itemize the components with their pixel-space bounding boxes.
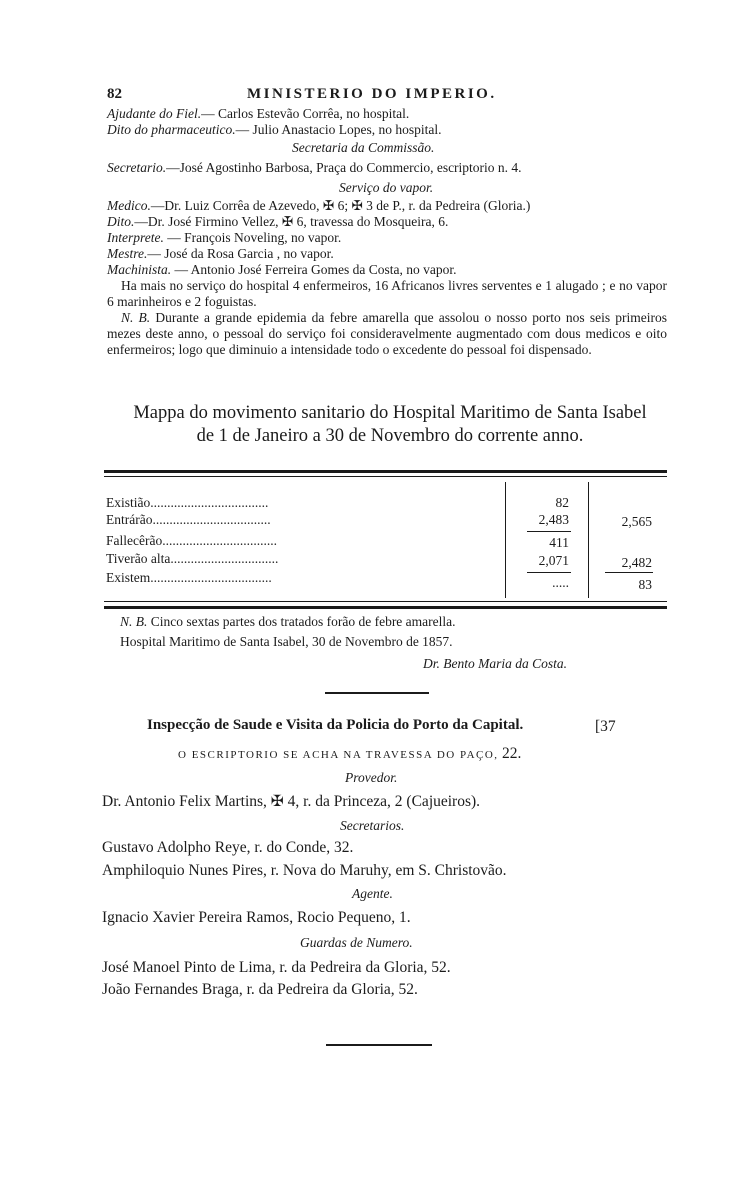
line-secretario-2: Amphiloquio Nunes Pires, r. Nova do Maruhy, em S. Christovão. (102, 862, 507, 879)
office-number: 22. (501, 745, 522, 762)
table-row-label: Tiverão alta................................ (106, 551, 279, 566)
table-row-label: Fallecêrão.................................. (106, 533, 277, 548)
line-machinista (107, 262, 456, 278)
role-label: Secretario. (107, 160, 167, 175)
role-text: —Dr. José Firmino Vellez, ✠ 6, travessa do Mosqueira, 6. (134, 214, 449, 229)
section-divider (326, 1044, 432, 1046)
nb-label: N. B. (120, 614, 148, 629)
table-row-value: ..... (552, 575, 569, 590)
role-label: Machinista. (107, 262, 172, 277)
line-dito-medico (107, 214, 448, 230)
line-agente: Ignacio Xavier Pereira Ramos, Rocio Pequeno, 1. (102, 909, 411, 926)
heading-agente: Agente. (352, 886, 393, 901)
table-col-divider-1 (505, 482, 506, 598)
role-text: — José da Rosa Garcia , no vapor. (147, 246, 334, 261)
table-row-label: Entrárão................................... (106, 512, 271, 527)
role-label: Interprete. (107, 230, 164, 245)
nb-text: Durante a grande epidemia da febre amarella que assolou o nosso porto nos seis primeiros mezes deste anno, o pessoal do serviço foi consideravelmente augmentado com dous medicos e oito enfermeiros; logo que diminuio a intensidade todo o excedente do pessoal foi dispensado. (107, 310, 667, 357)
line-provedor: Dr. Antonio Felix Martins, ✠ 4, r. da Princeza, 2 (Cajueiros). (102, 793, 481, 810)
role-text: — Antonio José Ferreira Gomes da Costa, no vapor. (171, 262, 457, 277)
table-row-value: 411 (549, 535, 569, 550)
section-divider (325, 692, 429, 694)
paragraph-nb (107, 310, 667, 358)
office-text: O ESCRIPTORIO SE ACHA NA TRAVESSA DO PAÇO, (178, 749, 499, 761)
line-guarda-2: João Fernandes Braga, r. da Pedreira da Gloria, 52. (102, 981, 418, 998)
role-text: — Julio Anastacio Lopes, no hospital. (235, 122, 442, 137)
page-title: MINISTERIO DO IMPERIO. (247, 86, 497, 102)
role-label: Dito do pharmaceutico. (107, 122, 236, 137)
table-row-value: 2,071 (538, 553, 569, 568)
table-bottom-rule-thin (104, 601, 667, 602)
page-number: 82 (107, 86, 122, 102)
line-interprete (107, 230, 341, 246)
mappa-title-line2: de 1 de Janeiro a 30 de Novembro do corrente anno. (196, 426, 584, 446)
role-label: Dito. (107, 214, 135, 229)
role-text: — François Noveling, no vapor. (163, 230, 342, 245)
heading-guardas: Guardas de Numero. (300, 935, 413, 950)
table-row-label: Existem.................................... (106, 570, 272, 585)
paragraph-ha-mais: Ha mais no serviço do hospital 4 enfermeiros, 16 Africanos livres serventes e 1 alugado ; e no vapor 6 marinheiros e 2 foguistas. (107, 278, 667, 309)
sum-rule-2 (527, 572, 571, 573)
mappa-nb (120, 614, 456, 630)
inspeccao-bracket: [37 (595, 718, 616, 735)
inspeccao-title: Inspecção de Saude e Visita da Policia do Porto da Capital. (147, 717, 524, 733)
line-ajudante (107, 106, 409, 122)
sum-rule-3 (605, 572, 653, 573)
role-text: — Carlos Estevão Corrêa, no hospital. (201, 106, 410, 121)
role-label: Ajudante do Fiel. (107, 106, 202, 121)
heading-secretarios: Secretarios. (340, 818, 405, 833)
nb-label: N. B. (121, 310, 151, 325)
line-secretario (107, 160, 522, 176)
line-secretario-1: Gustavo Adolpho Reye, r. do Conde, 32. (102, 839, 354, 856)
line-medico (107, 198, 530, 214)
nb-text: Cinco sextas partes dos tratados forão de febre amarella. (147, 614, 456, 629)
line-mestre (107, 246, 334, 262)
table-col-divider-2 (588, 482, 589, 598)
line-guarda-1: José Manoel Pinto de Lima, r. da Pedreira da Gloria, 52. (102, 959, 451, 976)
mappa-title-line1: Mappa do movimento sanitario do Hospital Maritimo de Santa Isabel (133, 403, 647, 423)
role-text: —José Agostinho Barbosa, Praça do Commercio, escriptorio n. 4. (166, 160, 522, 175)
table-row-total: 83 (638, 577, 652, 592)
mappa-place-date: Hospital Maritimo de Santa Isabel, 30 de Novembro de 1857. (120, 634, 453, 649)
heading-servico-vapor: Serviço do vapor. (339, 180, 434, 195)
table-row-value: 2,483 (538, 512, 569, 527)
heading-provedor: Provedor. (345, 770, 398, 785)
sum-rule-1 (527, 531, 571, 532)
table-row-total: 2,565 (621, 514, 652, 529)
role-label: Medico. (107, 198, 151, 213)
inspeccao-office (178, 744, 521, 763)
role-text: —Dr. Luiz Corrêa de Azevedo, ✠ 6; ✠ 3 de P., r. da Pedreira (Gloria.) (150, 198, 531, 213)
table-row-total: 2,482 (621, 555, 652, 570)
heading-secretaria: Secretaria da Commissão. (292, 140, 435, 155)
mappa-signature: Dr. Bento Maria da Costa. (423, 656, 568, 671)
line-dito-pharmaceutico (107, 122, 441, 138)
table-top-rule-thin (104, 476, 667, 477)
table-bottom-rule (104, 606, 667, 609)
role-label: Mestre. (107, 246, 148, 261)
table-row-label: Existião................................... (106, 495, 269, 510)
table-top-rule (104, 470, 667, 473)
table-row-value: 82 (555, 495, 569, 510)
